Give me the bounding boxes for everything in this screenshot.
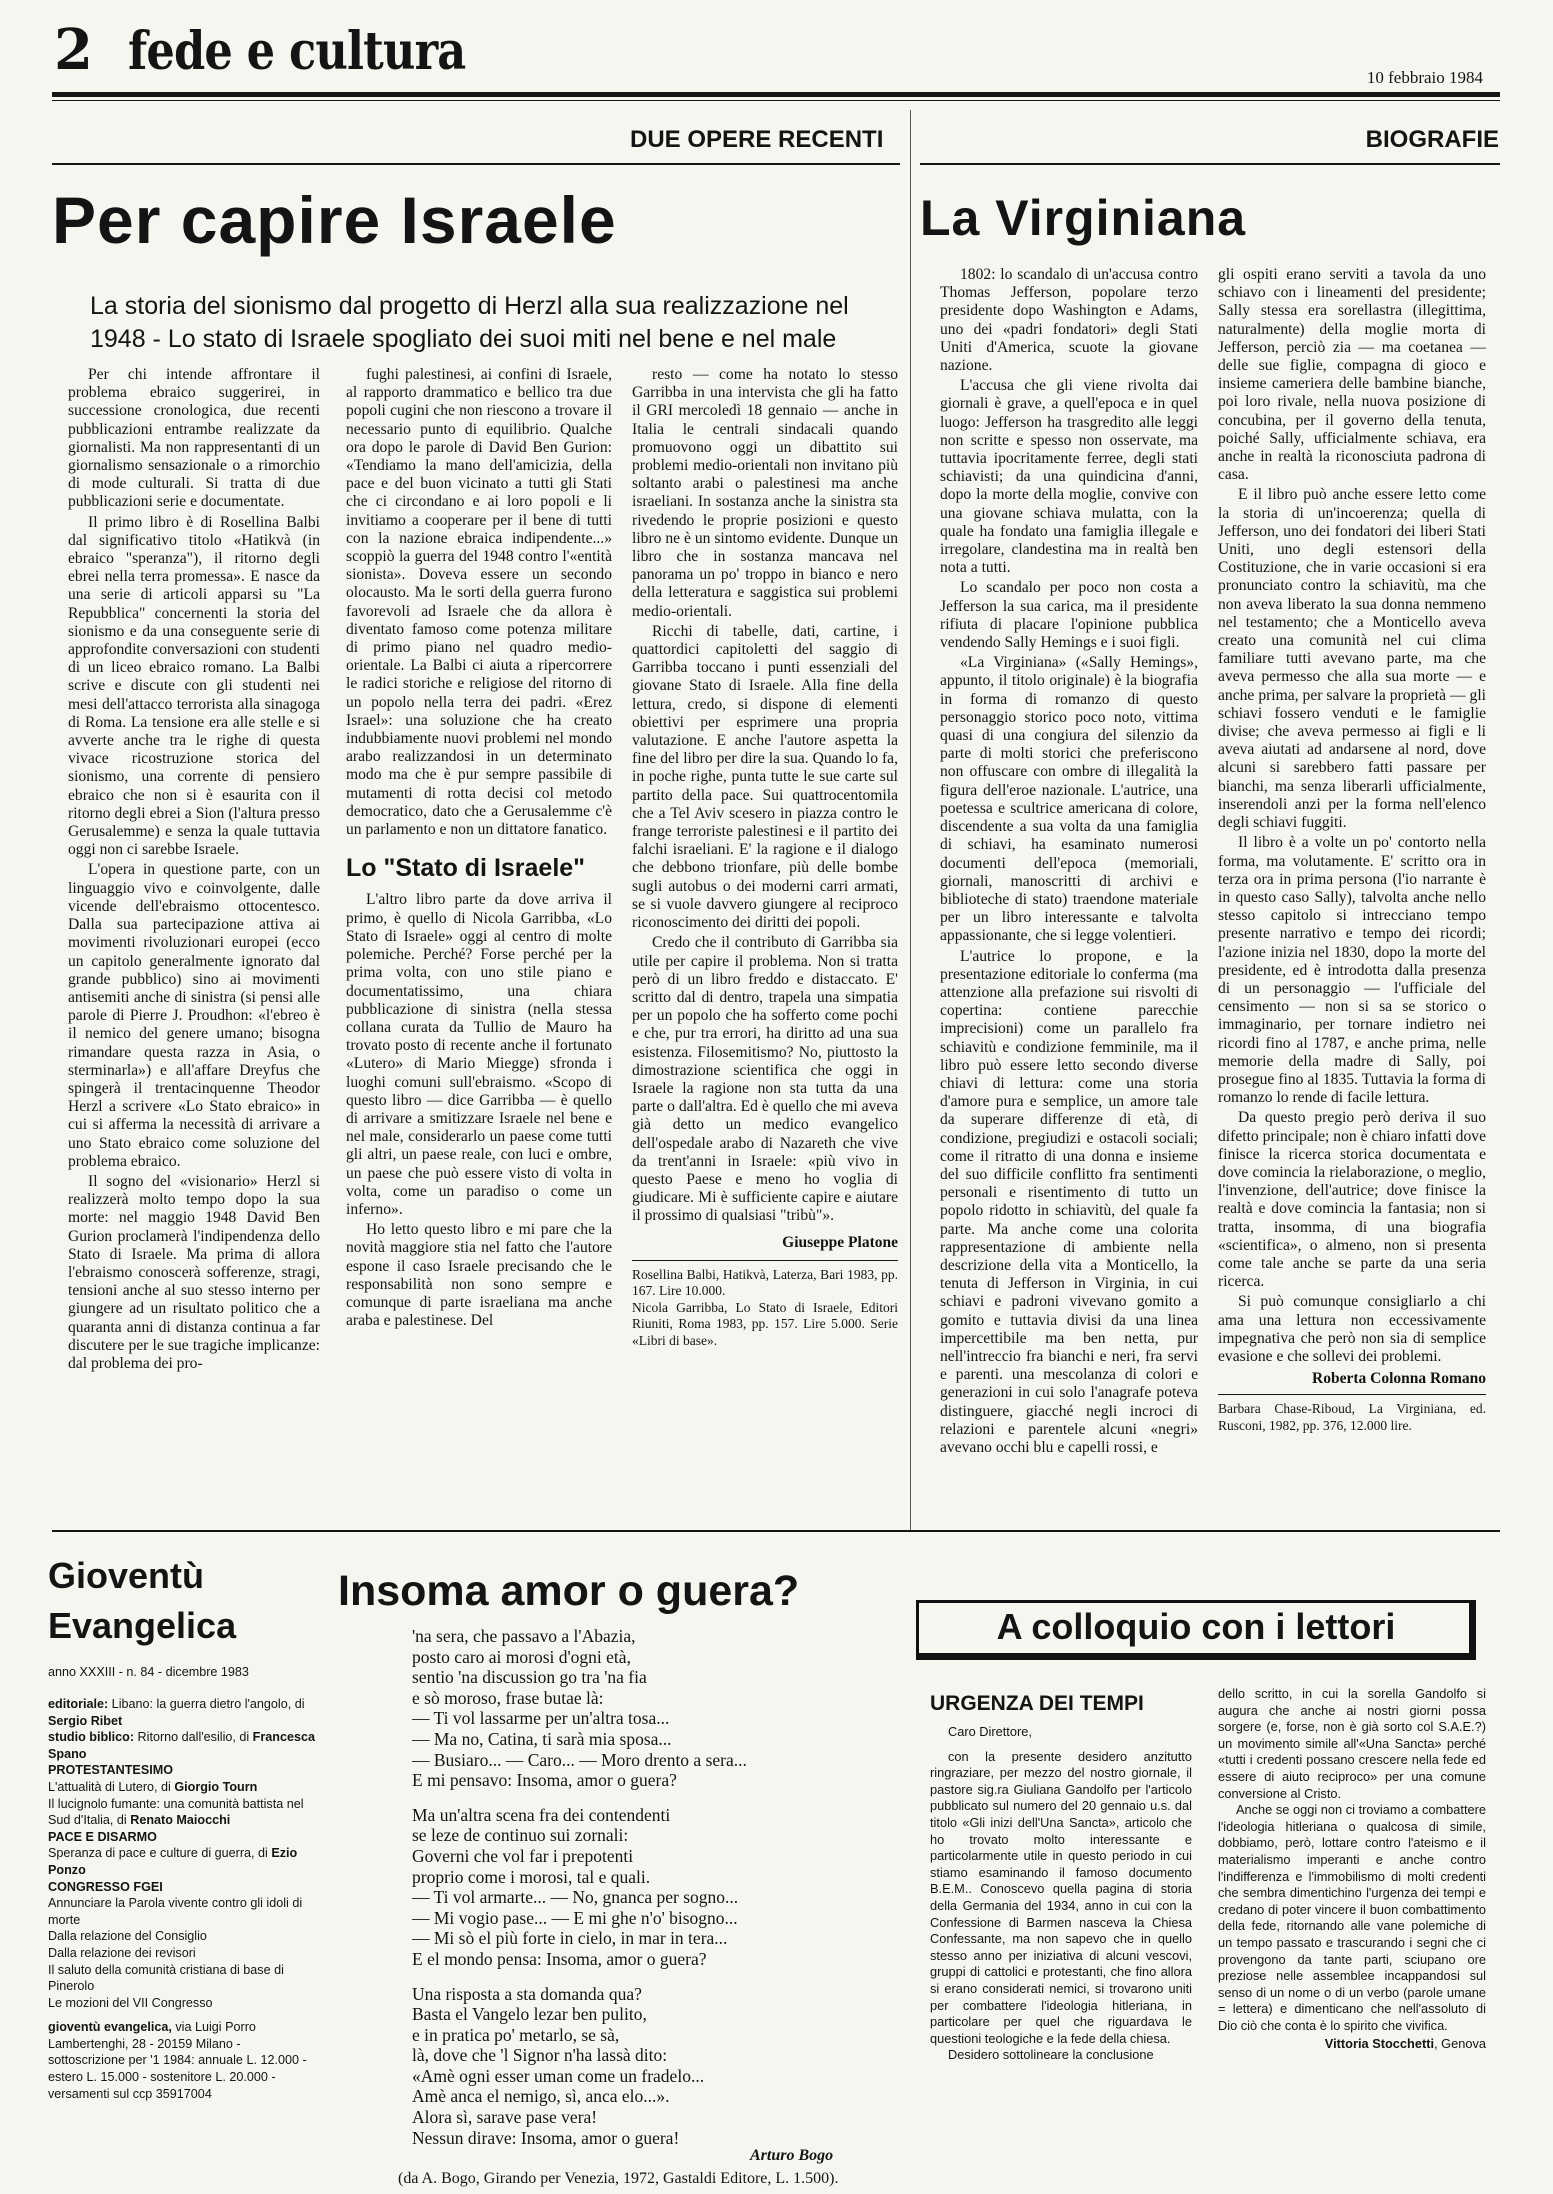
israele-paragraph: Per chi intende affrontare il problema ebraico suggerirei, in successione cronologica, due recenti pubblicazioni entrambe realizzate da giornalisti. Ma non rappresentanti di un giornalismo sensazionale o a rimorchio di mode culturali. Si tratta di due pubblicazioni serie e documentate. <box>68 366 320 511</box>
poem-line: Governi che vol far i prepotenti <box>412 1845 634 1866</box>
gioventu-content-line: Dalla relazione del Consiglio <box>48 1929 207 1944</box>
letter-salutation: Caro Direttore, <box>948 1724 1032 1739</box>
gioventu-content-line: Annunciare la Parola vivente contro gli idoli di morte <box>48 1896 303 1927</box>
letter-paragraph: Desidero sottolineare la conclusione <box>948 2047 1154 2063</box>
israele-kicker: DUE OPERE RECENTI <box>630 126 884 153</box>
israele-paragraph: Credo che il contributo di Garribba sia utile per capire il problema. Non si tratta però di un libro freddo e distaccato. E' scritto dal di dentro, trapela una simpatia per un popolo che ha sofferto come pochi e che, pur tra errori, ha diritto ad una sua esistenza. Filosemitismo? No, piuttosto la dimostrazione scientifica che oggi in Israele la ragione non sta tutta da una parte o dall'altra. Ed è quello che mi aveva già detto un medico evangelico dell'ospedale arabo di Nazareth che vive da trent'anni in Israele: «più vivo in questo Paese e meno ho voglia di giudicare. Mi è sufficiente capire e aiutare il prossimo di qualsiasi "tribù"». <box>632 934 898 1225</box>
virginiana-signature: Roberta Colonna Romano <box>1312 1370 1486 1388</box>
poem-line: — Ti vol lassarme per un'altra tosa... <box>412 1708 670 1729</box>
gioventu-contents <box>48 1696 318 2102</box>
israele-paragraph: Il sogno del «visionario» Herzl si realizzerà molto tempo dopo la sua morte: nel maggio 1948 David Ben Gurion proclamerà l'indipendenza dello Stato di Israele. Ma prima di allora l'ebraismo conoscerà sofferenze, stragi, tensioni anche al suo stesso interno per giungere ad un risultato politico che a quaranta anni di distanza continua a far discutere per le sue tragiche implicanze: dal problema dei pro- <box>68 1172 320 1372</box>
virginiana-paragraph: 1802: lo scandalo di un'accusa contro Thomas Jefferson, popolare terzo presidente dopo Washington e Adams, uno dei «padri fondatori» degli Stati Uniti d'America, scuote la giovane nazione. <box>940 266 1198 375</box>
poem-line: — Ti vol armarte... — No, gnanca per sogno... <box>412 1887 739 1908</box>
virginiana-headline: La Virginiana <box>920 190 1247 246</box>
biblio-rule <box>632 1260 898 1261</box>
gioventu-content-line: studio biblico: Ritorno dall'esilio, di Francesca Spano <box>48 1730 315 1761</box>
israele-column-2 <box>346 366 612 1330</box>
masthead-rule-thin <box>52 100 1500 101</box>
virginiana-column-1 <box>940 266 1198 1457</box>
israele-signature: Giuseppe Platone <box>782 1233 898 1251</box>
poem-line: posto caro ai morosi d'ogni età, <box>412 1646 631 1667</box>
gioventu-content-line: PROTESTANTESIMO <box>48 1763 174 1778</box>
virginiana-column-2 <box>1218 266 1486 1434</box>
israele-paragraph: fughi palestinesi, ai confini di Israele, al rapporto drammatico e bellico tra due popoli cugini che non riescono a trovare il necessario punto di equilibrio. Qualche ora dopo le parole di David Ben Gurion: «Tendiamo la mano dell'amicizia, della pace e del buon vicinato a tutti gli Stati che ci circondano e ai loro popoli e li invitiamo a cooperare per il bene di tutti con la nazione ebraica indipendente...» scoppiò la guerra del 1948 contro l'«entità sionista». Doveva essere un secondo olocausto. Ma le sorti della guerra furono favorevoli ad Israele che da allora è diventato famoso come potenza militare di primo piano nel quadro medio-orientale. La Balbi ci aiuta a ripercorrere le radici storiche e religiose del ritorno di un popolo nella terra dei padri. «Erez Israel»: una soluzione che ha creato indubbiamente nuovi problemi nel mondo arabo realizzandosi in un determinato modo ma che è pur sempre passibile di mutamenti di rotta decisi col metodo democratico, dato che a Gerusalemme c'è un parlamento e non un dittatore fanatico. <box>346 366 612 839</box>
gioventu-title <box>48 1554 236 1648</box>
letter-paragraph: Anche se oggi non ci troviamo a combattere l'ideologia hitleriana o qualcosa di simile, dobbiamo, però, lottare contro l'ateismo e il materialismo imperanti e anche contro l'indifferenza e l'immobilismo di molti credenti che sembra dimentichino l'urgenza dei tempi e credano di poter vincere il buon combattimento della fede, ritornando alle vane polemiche di un tempo passato e trascurando i segni che ci provengono da tante parti, sciupano ore preziose nelle assemblee incappandosi sul senso di un nome o di un verbo (parole umane = lettera) e dimenticano che nell'assoluto di Dio ciò che conta è lo spirito che vivifica. <box>1218 1802 1486 2033</box>
gioventu-content-line: Speranza di pace e culture di guerra, di Ezio Ponzo <box>48 1846 298 1877</box>
gioventu-content-line: editoriale: Libano: la guerra dietro l'angolo, di Sergio Ribet <box>48 1697 305 1728</box>
virginiana-paragraph: Da questo pregio però deriva il suo difetto principale; non è chiaro infatti dove finisce la ricerca storica documentata e dove comincia la rielaborazione, o meglio, l'invenzione, dell'autrice; dove finisce la realtà e dove comincia la fantasia; non si tratta, insomma, di una biografia «scientifica», o almeno, non si presenta come tale anche se parte da una seria ricerca. <box>1218 1109 1486 1291</box>
poem-line: — Ma no, Catina, ti sarà mia sposa... <box>412 1728 672 1749</box>
masthead-rule <box>52 92 1500 97</box>
letter-column-1 <box>930 1724 1192 2064</box>
virginiana-paragraph: Lo scandalo per poco non costa a Jefferson la sua carica, ma il presidente rifiuta di placare l'opinione pubblica vendendo Sally Hemings e i suoi figli. <box>940 579 1198 652</box>
poem-line: 'na sera, che passavo a l'Abazia, <box>412 1626 636 1646</box>
letter-column-2 <box>1218 1686 1486 2053</box>
poem-line: «Amè ogni esser uman come un fradelo... <box>412 2065 705 2086</box>
virginiana-paragraph: gli ospiti erano serviti a tavola da uno schiavo con i lineamenti del presidente; Sally stessa era sorellastra (illegittima, naturalmente) della moglie morta di Jefferson, perciò zia — ma coetanea — delle sue figlie, compagna di gioco e insieme cameriera delle bambine bianche, poi loro rivale, nella nuova posizione di concubina, per il governo della tenuta, poiché Sally, ufficialmente schiava, era anche in realtà la riconosciuta padrona di casa. <box>1218 266 1486 484</box>
poem-stanza <box>412 1984 892 2149</box>
virginiana-paragraph: L'accusa che gli viene rivolta dai giornali è grave, a quell'epoca e in quel luogo: Jefferson ha trasgredito alle leggi non scritte e spesso non osservate, ma tuttavia ipocritamente ferree, degli stati schiavisti; da una quindicina d'anni, dopo la morte della moglie, convive con una giovane schiava mulatta, con la quale ha fondato una famiglia illegale e irregolare, clandestina ma in realtà ben nota a tutti. <box>940 377 1198 577</box>
israele-headline: Per capire Israele <box>52 183 617 257</box>
poem-author: Arturo Bogo <box>750 2147 834 2164</box>
colloquio-title: A colloquio con i lettori <box>996 1606 1396 1647</box>
virginiana-bibliography: Barbara Chase-Riboud, La Virginiana, ed. Rusconi, 1982, pp. 376, 12.000 lire. <box>1218 1401 1486 1433</box>
poem-line: E el mondo pensa: Insoma, amor o guera? <box>412 1948 707 1969</box>
israele-paragraph: Ricchi di tabelle, dati, cartine, i quattordici capitoletti del saggio di Garribba toccano i punti essenziali del giovane Stato di Israele. Alla fine della lettura, credo, si dispone di elementi obiettivi per esprimere una propria valutazione. E anche l'autore aspetta la fine del libro per dire la sua. Quando lo fa, in poche righe, punta tutte le sue carte sul partito della pace. Sui quattrocentomila che a Tel Aviv scesero in piazza contro le frange terroriste palestinesi e il partito dei falchi israeliani. E' la ragione e il dialogo che debbono trionfare, più delle bombe sugli autobus o dei moderni carri armati, se si vuole davvero giungere al reciproco riconoscimento dei diritti dei popoli. <box>632 622 898 932</box>
bottom-section-rule <box>52 1530 1500 1532</box>
israele-paragraph: L'opera in questione parte, con un linguaggio vivo e coinvolgente, dalle vicende dell'ebraismo ottocentesco. Dalla sua partecipazione attiva ai movimenti rivoluzionari europei (ecco un capitolo generalmente ignorato dal grande pubblico) sino ai movimenti antisemiti anche di sinistra (si pensi alle parole di Pierre J. Proudhon: «l'ebreo è il nemico del genere umano; bisogna rimandare questa razza in Asia, o sterminarla») e all'affare Dreyfus che spingerà il trentacinquenne Theodor Herzl a scrivere «Lo Stato ebraico» in cui si afferma la necessità di arrivare a uno Stato ebraico come soluzione del problema ebraico. <box>68 861 320 1170</box>
gioventu-content-line: L'attualità di Lutero, di Giorgio Tourn <box>48 1779 258 1794</box>
israele-column-3 <box>632 366 898 1349</box>
poem-source: (da A. Bogo, Girando per Venezia, 1972, Gastaldi Editore, L. 1.500). <box>398 2170 839 2187</box>
section-title: fede e cultura <box>128 21 466 82</box>
page-number: 2 <box>54 17 93 83</box>
gioventu-content-line: PACE E DISARMO <box>48 1829 157 1844</box>
virginiana-paragraph: L'autrice lo propone, e la presentazione editoriale lo conferma (ma attenzione alla prefazione sui risvolti di copertina: contiene parecchie imprecisioni) come un parallelo fra schiavitù e condizione femminile, ma il libro può essere letto secondo diverse chiavi di lettura: come una storia d'amore pura e semplice, un amore tale da superare differenze di età, di condizione, pregiudizi e ostacoli sociali; come il ritratto di una donna e insieme del suo difficile conflitto fra sentimenti personali e risentimento di tutto un popolo ridotto in schiavitù, del quale fa parte. Ma anche come una colorita rappresentazione di ambiente nella descrizione della vita a Monticello, la tenuta di Jefferson in Virginia, in cui schiavi e padroni vivevano gomito a gomito e tuttavia divisi da una linea impercettibile ma ben netta, pur nell'intreccio fra bianchi e neri, fra servi e parenti. una mescolanza di colori e generazioni in cui solo l'anagrafe poteva distinguere, giacché negli incroci di relazioni e parentele alcuni «negri» avevano occhi blu e capelli rossi, e <box>940 947 1198 1456</box>
gioventu-content-line: Il saluto della comunità cristiana di base di Pinerolo <box>48 1962 284 1994</box>
gioventu-content-line: CONGRESSO FGEI <box>48 1879 163 1894</box>
virginiana-paragraph: Si può comunque consigliarlo a chi ama una lettura non eccessivamente impegnativa che però non sia di semplice evasione e che sollevi dei problemi. <box>1218 1293 1486 1365</box>
gioventu-content-line: Il lucignolo fumante: una comunità battista nel Sud d'Italia, di Renato Maiocchi <box>48 1796 304 1828</box>
poem-line: Una risposta a sta domanda qua? <box>412 1983 642 2004</box>
gioventu-content-line: Dalla relazione dei revisori <box>48 1945 196 1960</box>
poem-line: se leze de continuo sui zornali: <box>412 1825 629 1846</box>
virginiana-kicker-rule <box>920 163 1500 165</box>
poem-line: proprio come i morosi, tal e quali. <box>412 1866 651 1887</box>
israele-paragraph: Ho letto questo libro e mi pare che la novità maggiore stia nel fatto che l'autore espone il caso Israele precisando che le responsabilità non sono sempre e comunque di parte israeliana ma anche araba e palestinese. Del <box>346 1221 612 1330</box>
poem-line: e sò moroso, frase butae là: <box>412 1687 604 1708</box>
poem-line: là, dove che 'l Signor n'ha lassà dito: <box>412 2045 668 2066</box>
israele-deck: La storia del sionismo dal progetto di Herzl alla sua realizzazione nel 1948 - Lo stato di Israele spogliato dei suoi miti nel bene e nel male <box>90 292 849 353</box>
poem-body <box>412 1626 892 2162</box>
gioventu-footer: gioventù evangelica, via Luigi Porro Lambertenghi, 28 - 20159 Milano - sottoscrizione per '1 1984: annuale L. 12.000 - estero L. 15.000 - sostenitore L. 20.000 - versamenti sul ccp 35917004 <box>48 2020 307 2101</box>
poem-line: Nessun dirave: Insoma, amor o guera! <box>412 2127 680 2148</box>
letter-title: URGENZA DEI TEMPI <box>930 1692 1144 1715</box>
poem-stanza <box>412 1805 892 1970</box>
virginiana-paragraph: «La Virginiana» («Sally Hemings», appunto, il titolo originale) è la biografia in forma di romanzo di questo personaggio storico poco noto, vittima quasi di una congiura del silenzio da parte di molti storici che preferiscono non offuscare con ombre di illegalità la figura dell'eroe nazionale. L'autrice, una poetessa e scultrice americana di colore, discendente a sua volta da una famiglia di schiavi, ha esaminato numerosi documenti dell'epoca (memoriali, giornali, manoscritti di archivi e biblioteche di stato) traendone materiale per un libro interessante e talvolta appassionante, che si legge volentieri. <box>940 654 1198 945</box>
poem-line: sentio 'na discussion go tra 'na fia <box>412 1667 647 1688</box>
letter-paragraph: con la presente desidero anzitutto ringraziare, per mezzo del nostro giornale, il pastore sig.ra Giuliana Gandolfo per l'articolo pubblicato sul numero del 20 gennaio u.s. dal titolo «Gli inizi dell'Una Sancta», articolo che ho trovato molto interessante e particolarmente utile in questo periodo in cui stiamo esaminando il famoso documento B.E.M.. Conoscevo quella pagina di storia della Germania del 1934, anno in cui con la Confessione di Barmen nasceva la Chiesa Confessante, ma non sapevo che in quello stesso anno per iniziativa di alcuni vescovi, gruppi di cattolici e protestanti, che fino allora si erano considerati nemici, si trovarono uniti per combattere l'ideologia hitleriana, in particolare per quel che riguardava le questioni teologiche e la fede della chiesa. <box>930 1748 1192 2046</box>
israele-paragraph: Il primo libro è di Rosellina Balbi dal significativo titolo «Hatikvà (in ebraico "speranza"), il ritorno degli ebrei nella terra promessa». E nasce da una serie di articoli apparsi su "La Repubblica" concernenti la storia del sionismo e da una conseguente serie di approfondite conversazioni con studenti di un liceo ebraico romano. La Balbi scrive e discute con gli studenti nei mesi dell'attacco terrorista alla sinagoga di Roma. La tensione era alle stelle e si avverte anche tra le righe di questa vivace ricostruzione storica del sionismo, una corrente di pensiero ebraico che non si è esaurita con il ritorno degli ebrei a Sion (l'altura presso Gerusalemme) e senza la quale tuttavia oggi non ci sarebbe Israele. <box>68 513 320 859</box>
article-divider <box>910 110 911 1530</box>
israele-bibliography <box>632 1267 898 1350</box>
gioventu-content-line: Le mozioni del VII Congresso <box>48 1995 213 2010</box>
israele-kicker-rule <box>52 163 900 165</box>
virginiana-paragraph: Il libro è a volte un po' contorto nella forma, ma volutamente. E' scritto ora in terza ora in prima persona (l'io narrante è in questo caso Sally), talvolta anche nello stesso capitolo si intrecciano tempo presente narrativo e tempo dei ricordi; l'azione inizia nel 1830, dopo la morte del presidente, ed è introdotta dalla presenza di un personaggio — l'ufficiale del censimento — non si sa se storico o immaginario, per tornare indietro nei ricordi fino al 1787, e anche prima, nelle memorie della madre di Sally, poi prosegue fino al 1835. Tuttavia la forma di romanzo lo rende di facile lettura. <box>1218 834 1486 1107</box>
poem-line: Amè anca el nemigo, sì, anca elo...». <box>412 2086 670 2107</box>
israele-column-1 <box>68 366 320 1373</box>
israele-subheading: Lo "Stato di Israele" <box>346 854 586 883</box>
letter-paragraph: dello scritto, in cui la sorella Gandolfo si augura che anche ai nostri giorni possa sorgere (e, forse, non è già sorto col S.A.E.?) un movimento simile all'«Una Sancta» perché «tutti i credenti possano crescere nella fede ed essere di aiuto reciproco» per una comune conversione al Cristo. <box>1218 1686 1486 1801</box>
poem-line: Alora sì, sarave pase vera! <box>412 2107 598 2128</box>
virginiana-paragraph: E il libro può anche essere letto come la storia di un'incoerenza; quella di Jefferson, uno dei fondatori dei liberi Stati Uniti, uno degli estensori della Costituzione, che in varie occasioni si era pronunciato contro la schiavitù, ma che non aveva liberato la sua donna nemmeno nel testamento; che a Monticello aveva creato una comunità nel cui clima familiare tutti avevano parte, ma che aveva permesso che alla sua morte — e anche prima, per salvare la proprietà — gli schiavi fossero venduti e le famiglie divise; che aveva permesso ai figli e li aveva aiutati ad andarsene al nord, dove alcuni si sarebbero fatti passare per bianchi, ma senza liberarli ufficialmente, inserendoli anzi per la forma nell'elenco degli schiavi fuggiti. <box>1218 486 1486 832</box>
israele-paragraph: resto — come ha notato lo stesso Garribba in una intervista che gli ha fatto il GRI mercoledì 18 gennaio — anche in Italia le centrali sindacali quando promuovono oggi un dibattito sui problemi medio-orientali non invitano più soltanto arabi o palestinesi ma anche israeliani. In sostanza anche la sinistra sta rivedendo le proprie posizioni e questo libro ne è un sintomo evidente. Dunque un libro che in sostanza mancava nel panorama un po' troppo in bianco e nero della letteratura e saggistica sui problemi medio-orientali. <box>632 366 898 620</box>
poem-line: Ma un'altra scena fra dei contendenti <box>412 1804 671 1825</box>
biblio-entry: Rosellina Balbi, Hatikvà, Laterza, Bari 1983, pp. 167. Lire 10.000. <box>632 1266 898 1299</box>
gioventu-title-line: Evangelica <box>48 1605 237 1646</box>
poem-title: Insoma amor o guera? <box>338 1567 800 1615</box>
poem-line: e in pratica po' metarlo, se sà, <box>412 2024 620 2045</box>
issue-date: 10 febbraio 1984 <box>1366 68 1483 87</box>
poem-line: Basta el Vangelo lezar ben pulito, <box>412 2004 647 2025</box>
poem-line: — Mi vogio pase... — E mi ghe n'o' bisogno... <box>412 1907 738 1928</box>
biblio-entry: Nicola Garribba, Lo Stato di Israele, Editori Riuniti, Roma 1983, pp. 157. Lire 5.000. Serie «Libri di base». <box>632 1299 898 1348</box>
gioventu-title-line: Gioventù <box>48 1555 205 1596</box>
poem-line: — Busiaro... — Caro... — Moro drento a sera... <box>412 1749 747 1770</box>
poem-stanza <box>412 1626 892 1791</box>
letter-signature: Vittoria Stocchetti, Genova <box>1324 2036 1486 2052</box>
poem-line: E mi pensavo: Insoma, amor o guera? <box>412 1770 677 1791</box>
gioventu-issue: anno XXXIII - n. 84 - dicembre 1983 <box>48 1665 249 1679</box>
virginiana-kicker: BIOGRAFIE <box>1365 126 1499 153</box>
poem-line: — Mi sò el più forte in cielo, in mar in tera... <box>412 1928 728 1949</box>
biblio-rule <box>1218 1394 1486 1395</box>
israele-paragraph: L'altro libro parte da dove arriva il primo, è quello di Nicola Garribba, «Lo Stato di Israele» oggi al centro di molte polemiche. Perché? Forse perché per la prima volta, con uno stile piano e documentatissimo, una chiara pubblicazione di sinistra (nella stessa collana curata da Tullio de Mauro ha trovato posto di recente anche il fortunato «Lutero» di Mario Miegge) sfronda i luoghi comuni sull'ebraismo. «Scopo di questo libro — dice Garribba — è quello di arrivare a smitizzare Israele nel bene e nel male, considerarlo un paese come tutti gli altri, un paese reale, con luci e ombre, un paese che può essere visto di volta in volta, come un paradiso o come un inferno». <box>346 891 612 1218</box>
